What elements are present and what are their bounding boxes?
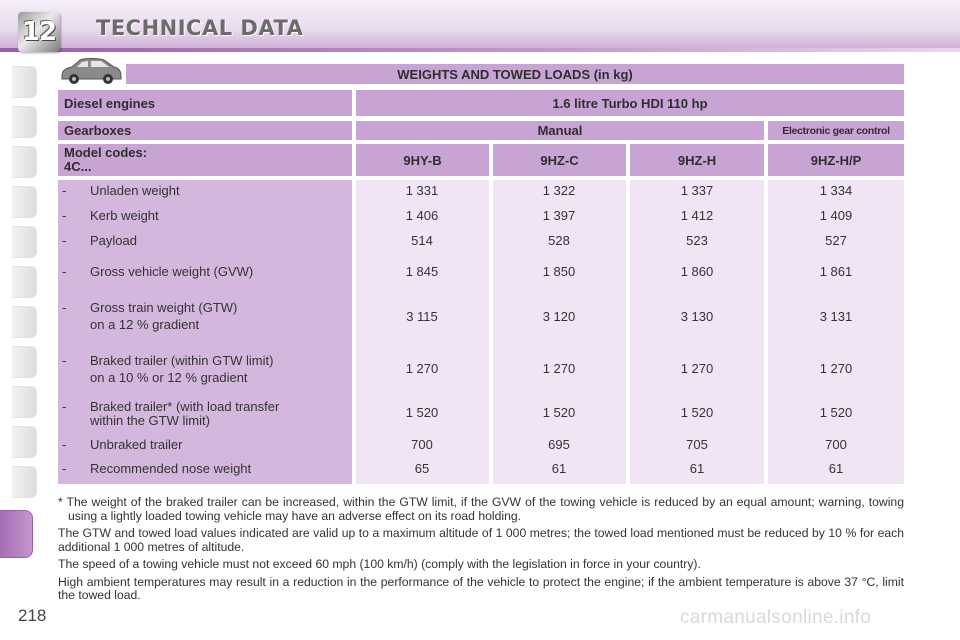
- row-label-text: Gross vehicle weight (GVW): [90, 264, 254, 279]
- gearbox-manual-cell: [356, 121, 764, 140]
- row-label-text: Unbraked trailer: [90, 437, 183, 452]
- row-label-text: Braked trailer (within GTW limit): [90, 353, 274, 368]
- model-codes-label: Model codes:: [64, 145, 148, 160]
- table-cell: 528: [548, 233, 570, 248]
- table-caption: [126, 64, 904, 84]
- table-cell: 1 850: [542, 264, 576, 279]
- gearbox-label-cell: [58, 121, 352, 140]
- table-cell: 700: [411, 437, 433, 452]
- table-cell: 1 520: [542, 405, 576, 420]
- table-cell: 514: [411, 233, 433, 248]
- side-tab-active[interactable]: [0, 510, 33, 558]
- table-cell: 1 270: [680, 361, 714, 376]
- model-codes-prefix: 4C...: [64, 159, 92, 174]
- column-header: [630, 144, 764, 176]
- table-cell: 523: [686, 233, 708, 248]
- engine-label-cell: [58, 90, 352, 116]
- table-cell: 61: [689, 461, 705, 476]
- footnote: * The weight of the braked trailer can be increased, within the GTW limit, if the GVW of the towing vehicle is reduced by an equal amount; warning, towing using a lightly loaded towing vehicle may have an adverse effect on its road holding.: [58, 495, 904, 523]
- row-label-text: Braked trailer* (with load transfer: [90, 399, 280, 414]
- gearbox-electronic: Electronic gear control: [782, 124, 890, 137]
- side-tab[interactable]: [12, 66, 37, 98]
- table-cell: 1 334: [819, 183, 853, 198]
- table-cell: 65: [414, 461, 430, 476]
- chapter-badge: 12: [18, 12, 60, 52]
- table-cell: 1 861: [819, 264, 853, 279]
- table-cell: 700: [825, 437, 847, 452]
- side-tab[interactable]: [12, 186, 37, 218]
- row-label-text: Payload: [90, 233, 137, 248]
- side-tab[interactable]: [12, 386, 37, 418]
- table-cell: 1 412: [680, 208, 714, 223]
- table-cell: 3 120: [542, 309, 576, 324]
- table-cell: 1 331: [405, 183, 439, 198]
- row-label-text: Kerb weight: [90, 208, 159, 223]
- notes: [58, 496, 904, 607]
- table-cell: 1 860: [680, 264, 714, 279]
- row-label-text: within the GTW limit): [90, 413, 210, 428]
- table-cell: 61: [551, 461, 567, 476]
- model-codes-cell: [58, 144, 352, 176]
- table-cell: 3 131: [819, 309, 853, 324]
- table-cell: 1 322: [542, 183, 576, 198]
- table-cell: 527: [825, 233, 847, 248]
- table-cell: 705: [686, 437, 708, 452]
- watermark: carmanualsonline.info: [680, 607, 872, 628]
- engine-value-cell: [356, 90, 904, 116]
- side-tab[interactable]: [12, 466, 37, 498]
- table-cell: 1 520: [680, 405, 714, 420]
- side-tab[interactable]: [12, 306, 37, 338]
- row-label-text: Recommended nose weight: [90, 461, 252, 476]
- row-label-text: Unladen weight: [90, 183, 180, 198]
- side-tab[interactable]: [12, 426, 37, 458]
- column-header-text: 9HZ-H: [677, 152, 717, 168]
- table-cell: 3 115: [406, 309, 438, 324]
- engine-value: 1.6 litre Turbo HDI 110 hp: [552, 95, 708, 111]
- table-cell: 3 130: [680, 309, 714, 324]
- table-cell: 1 520: [819, 405, 853, 420]
- table-cell: 695: [548, 437, 570, 452]
- column-header: [493, 144, 626, 176]
- gearbox-manual: Manual: [537, 123, 583, 138]
- side-tabs: [0, 60, 40, 590]
- engine-label: Diesel engines: [64, 95, 156, 111]
- row-label-text: on a 10 % or 12 % gradient: [90, 370, 248, 385]
- table-cell: 1 397: [542, 208, 576, 223]
- note-paragraph: High ambient temperatures may result in a reduction in the performance of the vehicle to protect the engine; if the ambient temperature is above 37 °C, limit the towed load.: [58, 574, 904, 602]
- column-header: [768, 144, 904, 176]
- side-tab[interactable]: [12, 226, 37, 258]
- row-label-text: Gross train weight (GTW): [90, 300, 238, 315]
- column-header-text: 9HY-B: [403, 152, 442, 168]
- car-icon: [58, 56, 124, 86]
- column-header-text: 9HZ-C: [540, 152, 579, 168]
- table-cell: 1 520: [405, 405, 439, 420]
- table-cell: 1 270: [405, 361, 439, 376]
- gearbox-electronic-cell: [768, 121, 904, 140]
- side-tab[interactable]: [12, 266, 37, 298]
- header-rule: [0, 48, 960, 52]
- table-cell: 1 406: [405, 208, 439, 223]
- column-header: [356, 144, 489, 176]
- side-tab[interactable]: [12, 346, 37, 378]
- note-paragraph: The speed of a towing vehicle must not exceed 60 mph (100 km/h) (comply with the legislation in force in your country).: [58, 557, 701, 571]
- row-label-text: on a 12 % gradient: [90, 317, 200, 332]
- table-cell: 1 270: [542, 361, 576, 376]
- side-tab[interactable]: [12, 146, 37, 178]
- page-number: 218: [18, 606, 47, 625]
- table-cell: 1 337: [680, 183, 714, 198]
- table-caption-text: WEIGHTS AND TOWED LOADS (in kg): [397, 66, 633, 82]
- table-cell: 1 270: [819, 361, 853, 376]
- note-paragraph: The GTW and towed load values indicated are valid up to a maximum altitude of 1 000 metres; the towed load mentioned must be reduced by 10 % for each additional 1 000 metres of altitude.: [58, 526, 904, 554]
- side-tab[interactable]: [12, 106, 37, 138]
- table-cell: 1 409: [819, 208, 853, 223]
- table-cell: 61: [828, 461, 844, 476]
- table-cell: 1 845: [405, 264, 439, 279]
- gearbox-label: Gearboxes: [64, 123, 132, 138]
- page-title: TECHNICAL DATA: [96, 16, 304, 40]
- column-header-text: 9HZ-H/P: [810, 152, 862, 168]
